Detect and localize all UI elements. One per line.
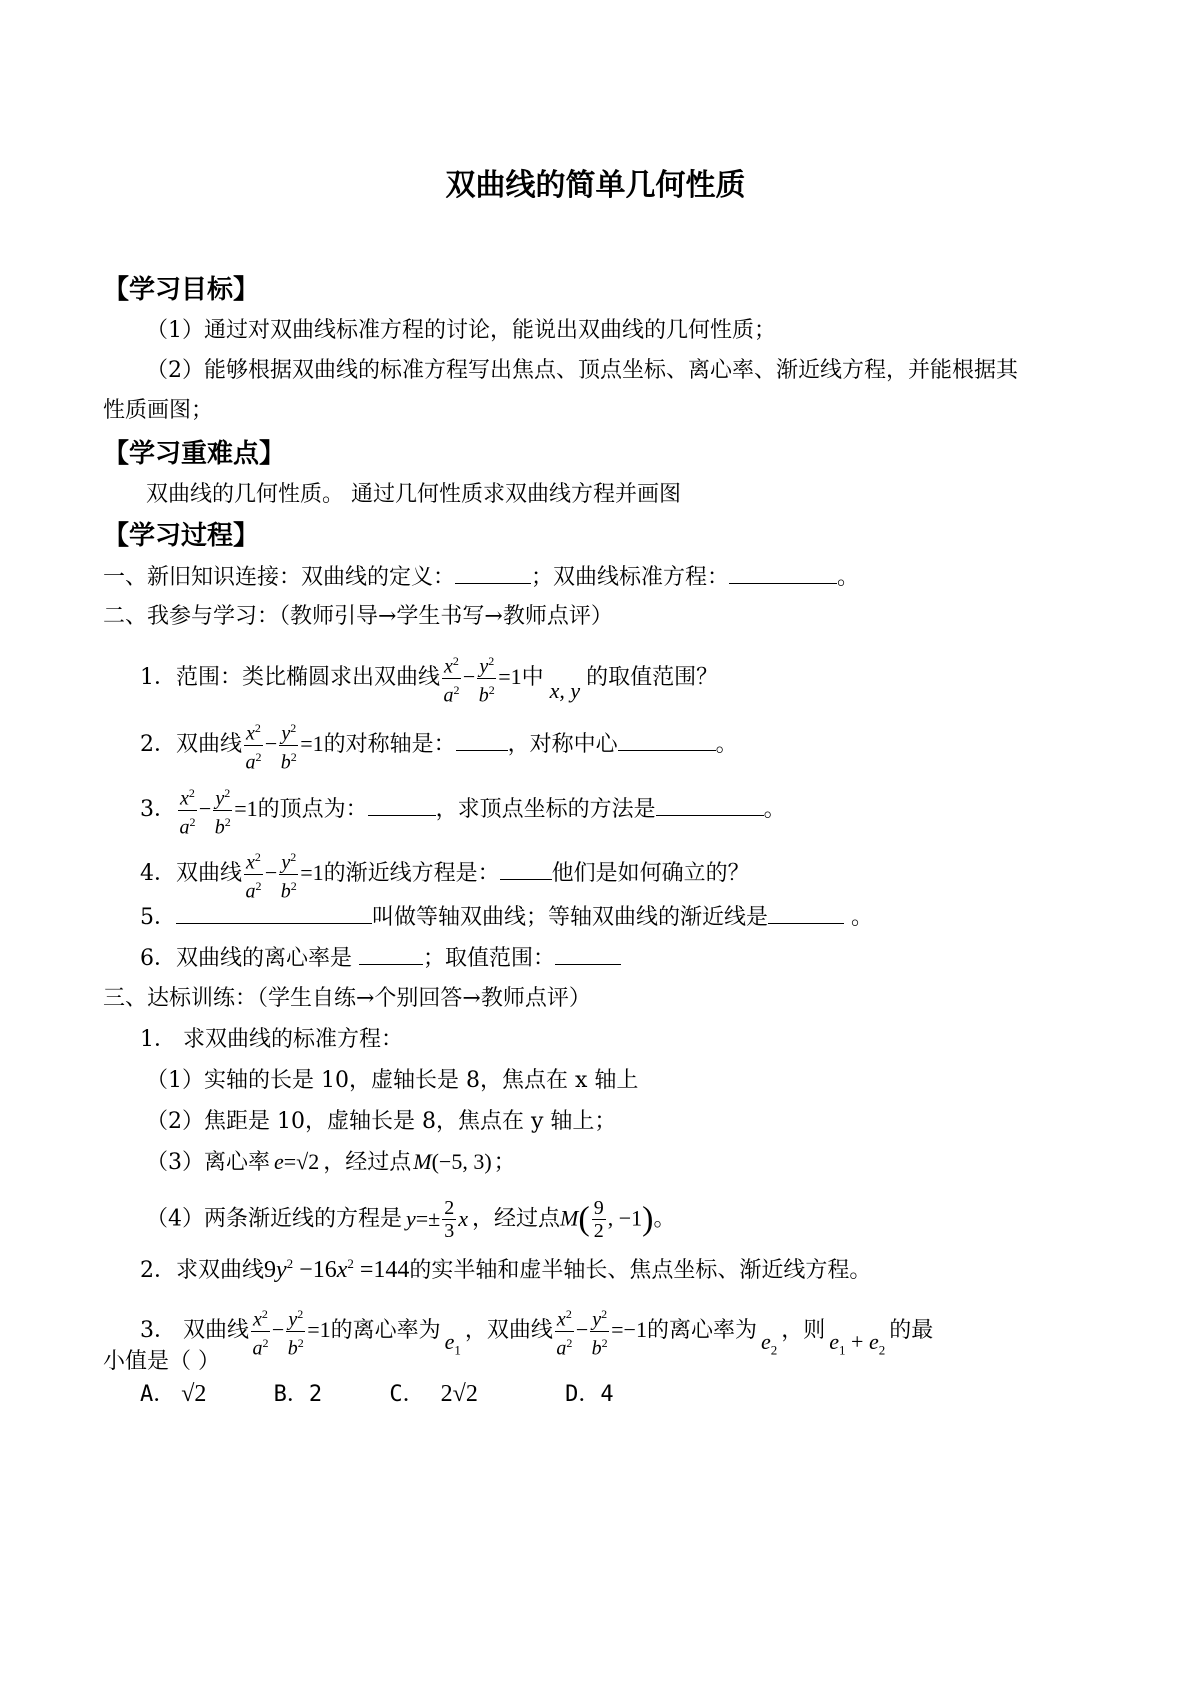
q3-text-c: ，求顶点坐标的方法是: [435, 797, 656, 823]
t13-text-b: ，经过点: [323, 1150, 412, 1175]
training-1-2: （2）焦距是 10，虚轴长是 8，焦点在 y 轴上；: [146, 1109, 617, 1134]
part-3-heading: 三、达标训练：（学生自练→个别回答→教师点评）: [103, 986, 591, 1011]
t14-text-c: 。: [653, 1206, 676, 1232]
part-1-line: [103, 563, 859, 592]
p1-text-a: 一、新旧知识连接：双曲线的定义：: [103, 565, 456, 590]
fraction-x2-a2: $\frac{x^2}{a^2}$: [244, 717, 263, 773]
training-1-1: （1）实轴的长是 10，虚轴长是 8，焦点在 x 轴上: [146, 1068, 639, 1093]
t14-text-b: ，经过点: [472, 1206, 561, 1232]
equation-9y2-16x2: $9y^2 -16x^2 =144$: [264, 1256, 410, 1283]
t3-text-b: 的离心率为: [330, 1318, 441, 1344]
question-3: 3． $\frac{x^2}{a^2}$ − $\frac{y^2}{b^2}$ =1的顶点为： ，求顶点坐标的方法是 。: [140, 782, 786, 838]
q3-text-b: 的顶点为：: [257, 797, 368, 823]
option-d: D．4: [565, 1382, 614, 1407]
option-a-label: A．: [140, 1382, 176, 1407]
asymptote-blank[interactable]: [500, 859, 552, 880]
question-5: [140, 903, 873, 932]
eccentricity-range-blank[interactable]: [555, 944, 621, 965]
e1-plus-e2: $e_1 + e_2$: [829, 1329, 886, 1358]
options-row: [140, 1380, 614, 1409]
option-a-value: √2: [181, 1381, 207, 1407]
q5-text-a: 5．: [140, 905, 176, 930]
q4-text-c: 他们是如何确立的？: [551, 861, 750, 887]
fraction-9-2: $\frac{9}{2}$: [593, 1197, 604, 1242]
q2-text-a: 2．双曲线: [140, 732, 242, 758]
fraction-y2-b2: $\frac{y^2}{b^2}$: [279, 717, 298, 773]
t3-text-a: 3． 双曲线: [140, 1318, 249, 1344]
key-points: 双曲线的几何性质。 通过几何性质求双曲线方程并画图: [146, 482, 681, 507]
point-m-formula: M(−5, 3): [413, 1149, 492, 1174]
equilateral-definition-blank[interactable]: [176, 903, 372, 924]
q4-text-b: 的渐近线方程是：: [323, 861, 500, 887]
eccentricity-formula: e=√2: [274, 1149, 320, 1174]
t14-text-a: （4）两条渐近线的方程是: [146, 1206, 402, 1232]
fraction-y2-b2: $\frac{y^2}{b^2}$: [590, 1303, 609, 1359]
section-key-heading: 【学习重难点】: [103, 439, 286, 469]
part-2-heading: 二、我参与学习：（教师引导→学生书写→教师点评）: [103, 604, 613, 629]
goal-2a: （2）能够根据双曲线的标准方程写出焦点、顶点坐标、离心率、渐近线方程，并能根据其: [146, 358, 1019, 383]
point-m-label: M: [560, 1205, 579, 1231]
q1-variables: x, y: [549, 678, 581, 704]
t3-text-f: 的最: [889, 1318, 934, 1344]
e1-symbol: $e_1$: [444, 1329, 461, 1358]
q2-text-b: 的对称轴是：: [323, 732, 456, 758]
fraction-x2-a2: $\frac{x^2}{a^2}$: [442, 650, 461, 706]
q1-text-d: 的取值范围？: [586, 665, 719, 691]
q6-text-b: ；取值范围：: [423, 946, 556, 971]
e2-symbol: $e_2$: [760, 1329, 778, 1358]
t2-text-b: 的实半轴和虚半轴长、焦点坐标、渐近线方程。: [409, 1258, 872, 1283]
standard-equation-blank[interactable]: [729, 563, 837, 584]
definition-blank[interactable]: [455, 563, 531, 584]
section-goal-heading: 【学习目标】: [103, 275, 260, 305]
option-c-label: C．: [389, 1382, 425, 1407]
fraction-x2-a2: $\frac{x^2}{a^2}$: [244, 846, 263, 902]
t2-text-a: 2．求双曲线: [140, 1258, 264, 1283]
q2-text-c: ，对称中心: [507, 732, 618, 758]
t3-text-c: ，双曲线: [464, 1318, 553, 1344]
fraction-y2-b2: $\frac{y^2}{b^2}$: [477, 650, 496, 706]
fraction-x2-a2: $\frac{x^2}{a^2}$: [178, 782, 197, 838]
q1-text-b: 中: [521, 665, 544, 691]
symmetry-axis-blank[interactable]: [456, 730, 508, 751]
training-2: [140, 1250, 871, 1285]
option-b: B．2: [273, 1382, 323, 1407]
q1-text-a: 1．范围：类比椭圆求出双曲线: [140, 665, 440, 691]
fraction-x2-a2: $\frac{x^2}{a^2}$: [555, 1303, 574, 1359]
t3-text-e: ，则: [781, 1318, 826, 1344]
fraction-y2-b2: $\frac{y^2}{b^2}$: [279, 846, 298, 902]
training-1: 1． 求双曲线的标准方程：: [140, 1027, 403, 1052]
training-1-4: （4）两条渐近线的方程是 y=± $\frac{2}{3}$ x ，经过点M( $\frac{9}{2}$ , −1)。: [146, 1197, 676, 1242]
p1-text-b: ；双曲线标准方程：: [531, 565, 730, 590]
vertex-blank[interactable]: [368, 795, 436, 816]
fraction-y2-b2: $\frac{y^2}{b^2}$: [213, 782, 232, 838]
question-6: [140, 944, 621, 973]
q5-text-b: 叫做等轴双曲线；等轴双曲线的渐近线是: [372, 905, 769, 930]
fraction-2-3: $\frac{2}{3}$: [444, 1197, 455, 1242]
q3-text-a: 3．: [140, 797, 176, 823]
symmetry-center-blank[interactable]: [618, 730, 716, 751]
vertex-method-blank[interactable]: [656, 795, 764, 816]
option-c-value: 2√2: [440, 1381, 478, 1407]
t13-text-c: ；: [493, 1150, 516, 1175]
q2-text-d: 。: [715, 732, 738, 758]
fraction-y2-b2: $\frac{y^2}{b^2}$: [286, 1303, 305, 1359]
page-title: 双曲线的简单几何性质: [445, 168, 746, 203]
t3-text-d: 的离心率为: [646, 1318, 757, 1344]
question-1: 1．范围：类比椭圆求出双曲线 $\frac{x^2}{a^2}$ − $\frac{y^2}{b^2}$ =1中x, y的取值范围？: [140, 650, 718, 706]
asymptote-formula: y=±: [406, 1205, 441, 1231]
q3-text-d: 。: [763, 797, 786, 823]
goal-1: （1）通过对双曲线标准方程的讨论，能说出双曲线的几何性质；: [146, 318, 776, 343]
section-process-heading: 【学习过程】: [103, 521, 260, 551]
q4-text-a: 4．双曲线: [140, 861, 242, 887]
question-2: 2．双曲线 $\frac{x^2}{a^2}$ − $\frac{y^2}{b^2}$ =1的对称轴是： ，对称中心 。: [140, 717, 738, 773]
q6-text-a: 6．双曲线的离心率是: [140, 946, 359, 971]
eccentricity-blank[interactable]: [359, 944, 423, 965]
training-3: 3． 双曲线 $\frac{x^2}{a^2}$ − $\frac{y^2}{b^2}$ =1的离心率为 $e_1$，双曲线 $\frac{x^2}{a^2}$ − $\frac{y^2}{b^2}$ =−1的离心率为 $e_2$，则 $e_1 + e_2$的最: [140, 1303, 933, 1359]
equilateral-asymptote-blank[interactable]: [768, 903, 844, 924]
goal-2b: 性质画图；: [103, 398, 214, 423]
t13-text-a: （3）离心率: [146, 1150, 270, 1175]
p1-text-c: 。: [837, 565, 860, 590]
q5-text-c: 。: [844, 905, 874, 930]
training-1-3: [146, 1148, 516, 1177]
question-4: 4．双曲线 $\frac{x^2}{a^2}$ − $\frac{y^2}{b^2}$ =1的渐近线方程是： 他们是如何确立的？: [140, 846, 750, 902]
training-3-b: 小值是（ ）: [103, 1349, 220, 1374]
fraction-x2-a2: $\frac{x^2}{a^2}$: [251, 1303, 270, 1359]
